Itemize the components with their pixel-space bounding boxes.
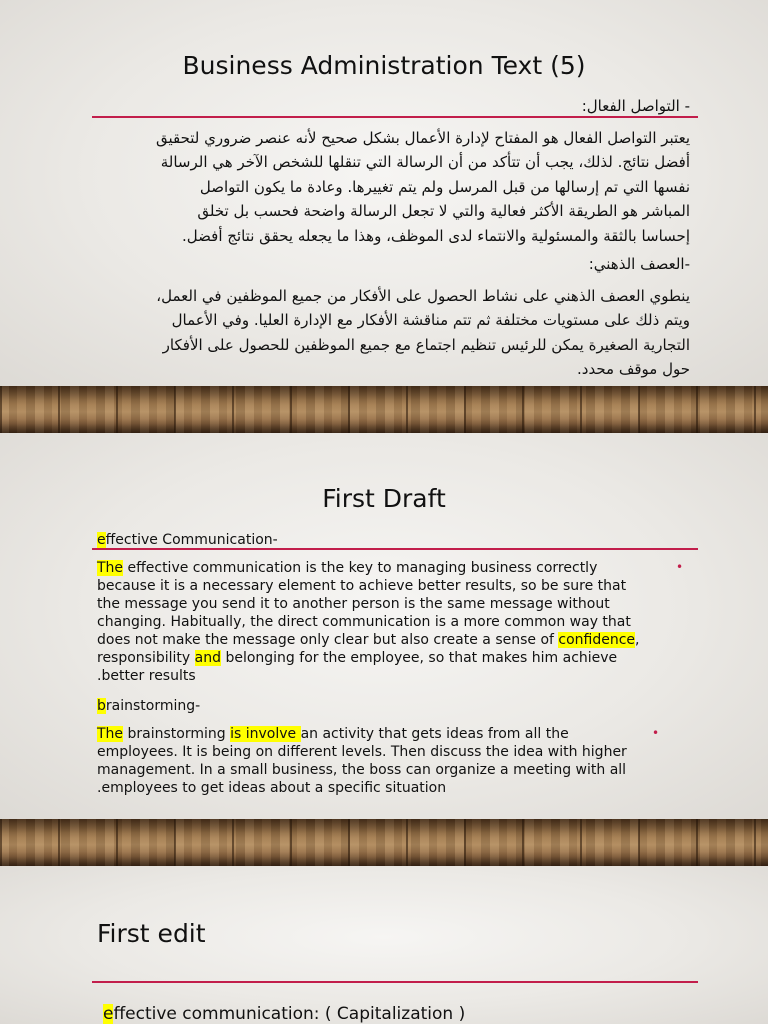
slide-3-divider xyxy=(92,981,698,983)
text-line xyxy=(97,649,677,667)
text-line xyxy=(97,725,677,743)
arabic-line: التجارية الصغيرة يمكن للرئيس تنظيم اجتماع مع جميع الموظفين للحصول على الأفكار xyxy=(162,335,690,354)
heading-text: ffective communication: ( Capitalization ) xyxy=(113,1004,466,1024)
slide-2-divider xyxy=(92,548,698,550)
text-line: employees. It is being on different levels. Then discuss the idea with higher xyxy=(97,744,627,760)
slide-2-title: First Draft xyxy=(322,484,446,513)
english-heading-1 xyxy=(97,531,278,549)
highlighted-phrase: is involve xyxy=(230,726,301,742)
slide-3 xyxy=(0,866,768,1024)
text-span: effective communication is the key to managing business correctly xyxy=(123,560,598,576)
heading-text: rainstorming- xyxy=(105,698,201,714)
wood-floor-divider xyxy=(0,819,768,866)
highlighted-word: and xyxy=(194,650,221,666)
arabic-paragraph-2 xyxy=(70,284,690,382)
slide-2 xyxy=(0,433,768,819)
english-paragraph-1 xyxy=(97,559,677,685)
arabic-line: إحساسا بالثقة والمسئولية والانتماء لدى الموظف، وهذا ما يجعله يحقق نتائج أفضل. xyxy=(182,226,690,245)
text-line: the message you send it to another person is the same message without xyxy=(97,596,610,612)
highlighted-word: confidence xyxy=(558,632,636,648)
bullet-icon: • xyxy=(652,726,660,740)
arabic-line: حول موقف محدد. xyxy=(577,360,690,379)
text-span: responsibility xyxy=(97,650,195,666)
text-line xyxy=(97,559,677,577)
highlighted-letter: b xyxy=(97,698,106,714)
slide-3-title: First edit xyxy=(97,919,206,948)
highlighted-word: The xyxy=(97,726,124,742)
text-line: .employees to get ideas about a specific situation xyxy=(97,780,447,796)
english-paragraph-2 xyxy=(97,725,677,797)
heading-text: ffective Communication- xyxy=(105,532,278,548)
text-span: does not make the message only clear but also create a sense of xyxy=(97,632,559,648)
text-line xyxy=(97,631,677,649)
highlighted-word: The xyxy=(97,560,124,576)
arabic-heading-1: - التواصل الفعال: xyxy=(581,97,690,115)
highlighted-letter: e xyxy=(103,1004,114,1024)
arabic-line: نفسها التي تم إرسالها من قبل المرسل ولم يتم تغييرها. وعادة ما يكون التواصل xyxy=(199,177,690,196)
slide-1-title: Business Administration Text (5) xyxy=(182,51,586,80)
text-span: an activity that gets ideas from all the xyxy=(300,726,569,742)
arabic-line: يعتبر التواصل الفعال هو المفتاح لإدارة الأعمال بشكل صحيح لأنه عنصر ضروري لتحقيق xyxy=(155,129,690,147)
text-line: management. In a small business, the boss can organize a meeting with all xyxy=(97,762,627,778)
slide-3-heading xyxy=(103,1003,465,1024)
text-span: , xyxy=(635,632,640,648)
text-span: belonging for the employee, so that makes him achieve xyxy=(221,650,618,666)
text-span: brainstorming xyxy=(123,726,231,742)
text-line: changing. Habitually, the direct communication is a more common way that xyxy=(97,614,631,630)
slide-1 xyxy=(0,0,768,386)
arabic-line: ويتم ذلك على مستويات مختلفة ثم تتم مناقشة الأفكار مع الإدارة العليا. وفي الأعمال xyxy=(171,311,690,330)
bullet-icon: • xyxy=(676,560,684,574)
arabic-line: المباشر هو الطريقة الأكثر فعالية والتي لا تجعل الرسالة واضحة فحسب بل تخلق xyxy=(197,202,690,221)
arabic-heading-2: -العصف الذهني: xyxy=(588,255,690,273)
wood-floor-divider xyxy=(0,386,768,433)
arabic-line: ينطوي العصف الذهني على نشاط الحصول على الأفكار من جميع الموظفين في العمل، xyxy=(156,287,690,305)
text-line: .better results xyxy=(97,668,196,684)
slide-1-divider xyxy=(92,116,698,118)
english-heading-2 xyxy=(97,697,200,715)
highlighted-letter: e xyxy=(97,532,106,548)
arabic-paragraph-1 xyxy=(70,126,690,248)
arabic-line: أفضل نتائج. لذلك، يجب أن تتأكد من أن الرسالة التي تنقلها للشخص الآخر هي الرسالة xyxy=(160,153,690,172)
text-line: because it is a necessary element to achieve better results, so be sure that xyxy=(97,578,627,594)
